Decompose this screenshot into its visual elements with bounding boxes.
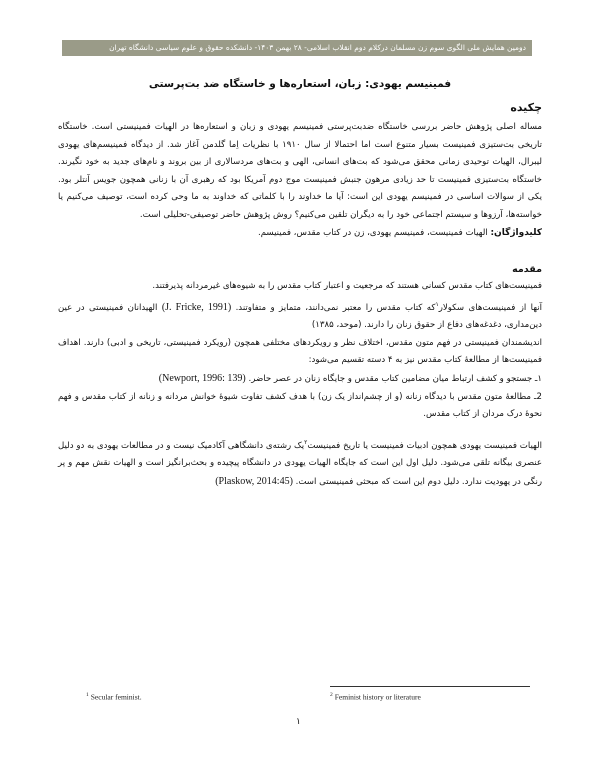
keywords-line	[58, 225, 542, 243]
intro-paragraph-1: فمینیست‌های کتاب مقدس کسانی هستند که مرجعیت و اعتبار کتاب مقدس را به شیوه‌های غیرمردانه پذیرفتند.	[152, 281, 542, 292]
intro-item1-text: ۱ـ جستجو و کشف ارتباط میان مضامین کتاب مقدس و جایگاه زنان در عصر حاضر.	[248, 373, 542, 384]
intro-p2-text-b: که کتاب مقدس را معتبر نمی‌دانند، متمایز و متفاوتند.	[235, 302, 436, 313]
intro-paragraph-2	[58, 296, 542, 335]
intro-paragraph-4	[58, 434, 542, 492]
abstract-heading: چکیده	[510, 101, 542, 114]
intro-p4-text-a: الهیات فمینیست یهودی همچون ادبیات فمینیست یا تاریخ فمینیست	[307, 440, 543, 451]
footnote-ref-2: ۲	[304, 438, 308, 446]
keywords-label: کلیدواژگان:	[490, 227, 542, 238]
intro-p2-text-c: الهیدانان فمینیستی در عین دین‌مداری، دغدغه‌های دفاع از حقوق زنان را دارند. (موحد، ۱۳۸۵)	[58, 302, 542, 331]
paper-body	[58, 78, 542, 491]
page-number: ۱	[296, 717, 301, 727]
intro-p4-text-b: یک رشته‌ی دانشگاهی آکادمیک نیست و در مطالعات یهودی به دو دلیل عنصری بیگانه تلقی می‌شود. دلیل اول این است که جایگاه الهیات یهودی در دانشگاه پیچیده و بحث‌برانگیز است و الهیات نقش مهم و پر رنگی در یهودیت ندارد. دلیل دوم این است که مبحثی فمینیستی است.	[58, 440, 542, 487]
paper-title: فمینیسم یهودی: زبان، استعاره‌ها و خاستگاه ضد بت‌پرستی	[148, 78, 452, 90]
intro-list-item-2: 2ـ مطالعهٔ متون مقدس با دیدگاه زنانه (و از چشم‌انداز یک زن) با هدف کشف تفاوت شیوهٔ خوانش مردانه و زنانه از کتاب مقدس و فهم نحوهٔ درک مردان از کتاب مقدس.	[58, 391, 542, 420]
footnote-1-text: Secular feminist.	[90, 692, 142, 702]
intro-paragraph-3: اندیشمندان فمینیستی در فهم متون مقدس، اختلاف نظر و رویکردهای مختلفی همچون (رویکرد فمینیستی، تاریخی و ادبی) دارند. اهداف فمینیست‌ها از مطالعهٔ کتاب مقدس نیز به ۴ دسته تقسیم می‌شود:	[58, 337, 542, 366]
footnote-2-text: Feminist history or literature	[334, 692, 421, 702]
citation-newport: (Newport, 1996: 139)	[158, 372, 246, 384]
footnote-2-number: 2	[330, 692, 333, 698]
intro-heading: مقدمه	[512, 264, 542, 276]
footnote-1-number: 1	[86, 692, 89, 698]
footnote-ref-1: ۱	[435, 300, 439, 308]
footnote-1	[86, 692, 142, 702]
abstract-text: مساله اصلی پژوهش حاضر بررسی خاستگاه ضدبت‌پرستی فمینیسم یهودی و زبان و استعاره‌ها در الهیات فمینیستی است. خاستگاه تاریخی بت‌ستیزی فمینیست بسیار متنوع است اما احتمالا از سال ۱۹۱۰ با نظریات اِما گلدمن آغاز شد. از دیدگاه فمینیسم‌های یهودی لیبرال، الهیات توحیدی زمانی محقق می‌شود که بت‌های انسانی، الهی و بت‌های مردسالاری از بین بروند و نام‌های جدید به خود نگیرند. خاستگاه بت‌ستیزی فمینیست تا حد زیادی مرهون جنبش فمینیست موج دوم آمریکا بود که رهبری آن با زنانی همچون جویس آنتلر بود. یکی از سوالات اساسی در فمینیسم یهودی این است: آیا ما خداوند را با کلماتی که خداوند به ما وحی کرده است، توصیف می‌کنیم یا خواسته‌ها، آرزوها و سیستم اجتماعی خود را به دیگران تلقین می‌کنیم؟ روش پژوهش حاضر توصیفی-تحلیلی است.	[58, 122, 542, 220]
footnote-divider	[330, 686, 530, 687]
keywords-text: الهیات فمینیست، فمینیسم یهودی، زن در کتاب مقدس، فمینیسم.	[257, 227, 491, 238]
citation-plaskow: (Plaskow, 2014:45)	[215, 475, 293, 487]
conference-header-bar: دومین همایش ملی الگوی سوم زن مسلمان درکلام دوم انقلاب اسلامی- ۲۸ بهمن ۱۴۰۳- دانشکده حقوق و علوم سیاسی دانشگاه تهران	[62, 40, 532, 56]
footnote-2	[330, 692, 421, 702]
intro-list-item-1	[58, 370, 542, 389]
citation-fricke: (J. Fricke, 1991)	[161, 301, 232, 313]
intro-p2-text-a: آنها از فمینیست‌های سکولار	[438, 302, 542, 313]
